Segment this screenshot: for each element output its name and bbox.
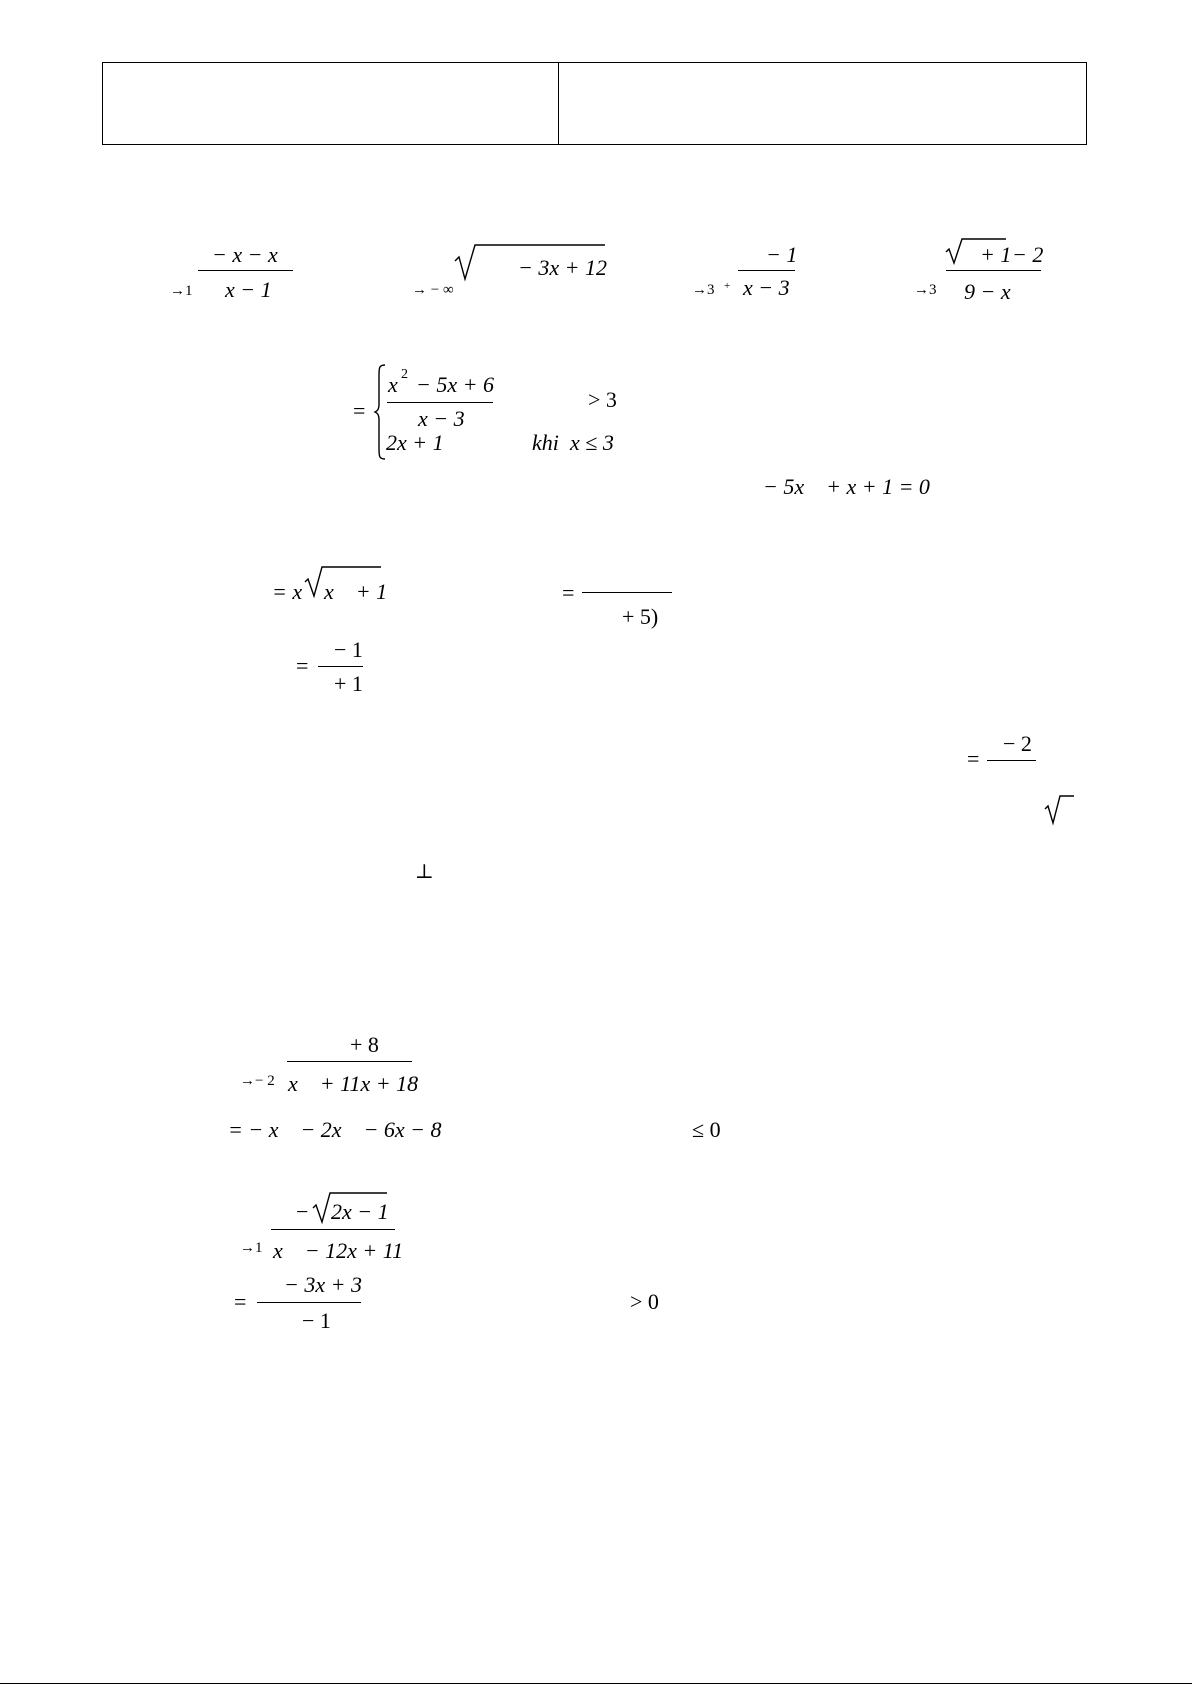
limit-a-fraction-bar: [198, 270, 293, 271]
limit-b-radicand: − 3x + 12: [518, 255, 607, 280]
header-divider: [558, 63, 559, 144]
page-bottom-rule: [0, 1683, 1192, 1684]
piecewise-brace: [374, 364, 386, 460]
derivative-f3-numerator: − 1: [334, 637, 363, 662]
derivative-f2-denominator: + 5): [622, 604, 659, 629]
limit-c-superscript: +: [724, 280, 731, 292]
piecewise-case1-num-base: x: [388, 372, 398, 397]
limit-b-subscript: → − ∞: [412, 282, 454, 298]
limit-c-numerator: − 1: [766, 242, 798, 267]
perpendicular-symbol: ⊥: [415, 861, 434, 883]
limit-3-numerator-prefix: −: [296, 1199, 309, 1224]
limit-3-expr-fraction-bar: [257, 1302, 361, 1303]
piecewise-equals: =: [353, 398, 366, 423]
limit-3-expr-denominator: − 1: [302, 1308, 331, 1333]
limit-c-fraction-bar: [738, 270, 795, 271]
limit-d-subscript: →3: [914, 282, 937, 298]
header-table: [102, 62, 1087, 145]
limit-a-numerator: − x − x: [212, 242, 278, 267]
limit-3-subscript: →1: [240, 1240, 263, 1256]
limit-2-numerator: + 8: [350, 1032, 379, 1057]
limit-2-denominator: x + 11x + 18: [288, 1071, 419, 1096]
derivative-f3-equals: =: [296, 653, 309, 678]
piecewise-case1-condition: > 3: [588, 387, 617, 412]
limit-3-radicand: 2x − 1: [331, 1199, 389, 1224]
polynomial-equation: − 5x + x + 1 = 0: [763, 474, 930, 499]
limit-c-denominator: x − 3: [743, 275, 790, 300]
limit-3-fraction-bar: [271, 1229, 395, 1230]
derivative-f3-denominator: + 1: [334, 671, 363, 696]
limit-3-denominator: x − 12x + 11: [273, 1238, 404, 1263]
limit-c-subscript: →3: [692, 282, 715, 298]
derivative-f2-fraction-bar: [582, 592, 672, 593]
piecewise-case1-num-exponent: 2: [401, 367, 408, 382]
derivative-f1-prefix: = x: [272, 579, 303, 604]
limit-d-numerator-tail: − 2: [1012, 242, 1044, 267]
limit-3-condition: > 0: [630, 1289, 659, 1314]
piecewise-case2-expression: 2x + 1: [386, 430, 444, 455]
limit-d-denominator: 9 − x: [964, 279, 1011, 304]
right-fraction-equals: =: [967, 746, 980, 771]
limit-d-fraction-bar: [946, 270, 1041, 271]
limit-a-subscript: →1: [170, 283, 193, 299]
sqrt-fragment: [1045, 795, 1075, 825]
right-fraction-numerator: − 2: [1003, 731, 1032, 756]
limit-2-condition: ≤ 0: [692, 1117, 721, 1142]
derivative-f1-radicand: x + 1: [324, 579, 388, 604]
piecewise-case1-num-tail: − 5x + 6: [416, 372, 494, 397]
right-fraction-bar: [987, 760, 1036, 761]
limit-a-denominator: x − 1: [225, 277, 272, 302]
limit-2-subscript: →− 2: [240, 1073, 275, 1089]
piecewise-case2-word: khi: [532, 430, 559, 455]
limit-2-fraction-bar: [287, 1061, 412, 1062]
limit-3-expr-equals: =: [234, 1289, 247, 1314]
limit-3-expr-numerator: − 3x + 3: [284, 1272, 362, 1297]
derivative-f2-equals: =: [562, 580, 575, 605]
limit-2-polynomial: = − x − 2x − 6x − 8: [228, 1117, 442, 1142]
piecewise-case1-fraction-bar: [387, 402, 493, 403]
derivative-f3-fraction-bar: [318, 666, 363, 667]
piecewise-case1-denominator: x − 3: [418, 406, 465, 431]
piecewise-case2-condition: x ≤ 3: [570, 430, 614, 455]
limit-d-sqrt-radicand: + 1: [980, 242, 1012, 267]
